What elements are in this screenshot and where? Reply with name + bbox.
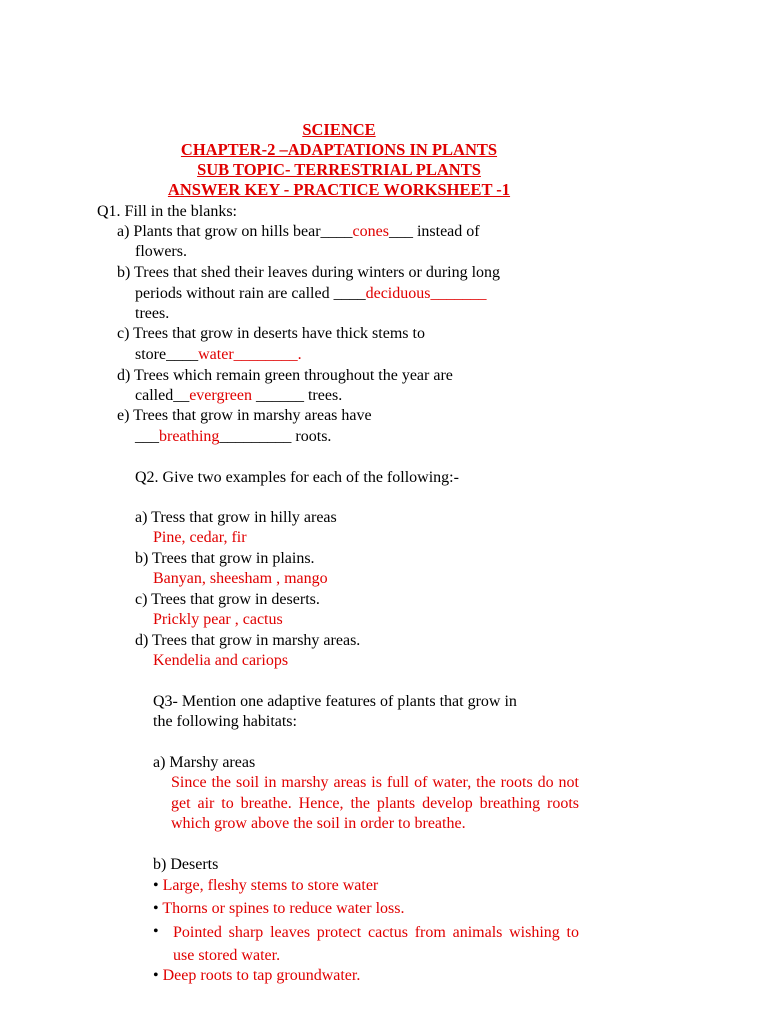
q1-c-line2 — [135, 345, 302, 365]
q1-d-line2 — [135, 386, 342, 406]
q3-heading-line1: Q3- Mention one adaptive features of plants that grow in — [153, 693, 517, 710]
q1-e-text-post: _________ roots. — [219, 428, 332, 445]
q1-e-line2 — [135, 427, 331, 447]
q2-a-question: a) Tress that grow in hilly areas — [135, 509, 337, 526]
q1-d-text-pre: called__ — [135, 387, 190, 404]
q3-a-answer: Since the soil in marshy areas is full of water, the roots do not get air to breathe. Hence, the plants develop breathing roots which grow above the soil in order to breathe. — [171, 774, 579, 832]
q2-d-answer: Kendelia and cariops — [153, 652, 289, 669]
q3-b-bullet-1-text: Large, fleshy stems to store water — [162, 877, 379, 894]
bullet-icon: • — [153, 900, 159, 917]
q1-e-line1: e) Trees that grow in marshy areas have — [117, 407, 372, 424]
q1-e-answer: breathing — [159, 428, 220, 445]
q2-c-question: c) Trees that grow in deserts. — [135, 591, 320, 608]
q3-a-label: a) Marshy areas — [153, 754, 256, 771]
q1-d-text-post: ______ trees. — [251, 387, 343, 404]
subtopic-title: SUB TOPIC- TERRESTRIAL PLANTS — [197, 160, 481, 179]
q2-b-question: b) Trees that grow in plains. — [135, 550, 315, 567]
q3-b-bullet-3-text: Pointed sharp leaves protect cactus from animals wishing to use stored water. — [173, 924, 579, 964]
q1-a-answer: cones — [352, 223, 389, 240]
q2-a-answer: Pine, cedar, fir — [153, 529, 247, 546]
q2-heading: Q2. Give two examples for each of the following:- — [135, 469, 459, 486]
q3-heading-line2: the following habitats: — [153, 713, 297, 730]
q3-b-bullet-3-marker — [153, 922, 159, 942]
q1-b-line1: b) Trees that shed their leaves during winters or during long — [117, 264, 501, 281]
chapter-title: CHAPTER-2 –ADAPTATIONS IN PLANTS — [180, 140, 498, 159]
q1-b-text-pre: periods without rain are called ____ — [135, 285, 366, 302]
q1-c-text-pre: store____ — [135, 346, 199, 363]
q1-c-answer: water________. — [198, 346, 302, 363]
q1-b-line2 — [135, 284, 486, 304]
q1-a-continuation: flowers. — [135, 243, 187, 260]
q1-a-line — [117, 222, 480, 242]
q3-b-bullet-4 — [153, 966, 360, 986]
q2-b-answer: Banyan, sheesham , mango — [153, 570, 328, 587]
q2-d-question: d) Trees that grow in marshy areas. — [135, 632, 361, 649]
q2-c-answer: Prickly pear , cactus — [153, 611, 283, 628]
q3-b-bullet-4-text: Deep roots to tap groundwater. — [162, 967, 361, 984]
q1-a-text-post: ___ instead of — [388, 223, 480, 240]
q1-d-answer: evergreen — [189, 387, 252, 404]
bullet-icon: • — [153, 967, 159, 984]
q1-d-line1: d) Trees which remain green throughout the year are — [117, 367, 453, 384]
q3-b-bullet-2 — [153, 899, 405, 919]
q1-heading: Q1. Fill in the blanks: — [97, 203, 237, 220]
q1-a-text-pre: a) Plants that grow on hills bear____ — [117, 223, 353, 240]
q1-b-continuation: trees. — [135, 305, 170, 322]
q3-b-label: b) Deserts — [153, 856, 219, 873]
document-subject-title: SCIENCE — [302, 120, 376, 139]
q3-b-bullet-1 — [153, 876, 378, 896]
worksheet-title: ANSWER KEY - PRACTICE WORKSHEET -1 — [167, 180, 511, 199]
q1-c-line1: c) Trees that grow in deserts have thick stems to — [117, 325, 425, 342]
q1-b-answer: deciduous — [365, 285, 431, 302]
bullet-icon: • — [153, 923, 159, 940]
q1-e-text-pre: ___ — [135, 428, 159, 445]
q1-b-text-post: _______ — [430, 285, 487, 302]
bullet-icon: • — [153, 877, 159, 894]
q3-b-bullet-2-text: Thorns or spines to reduce water loss. — [162, 900, 405, 917]
